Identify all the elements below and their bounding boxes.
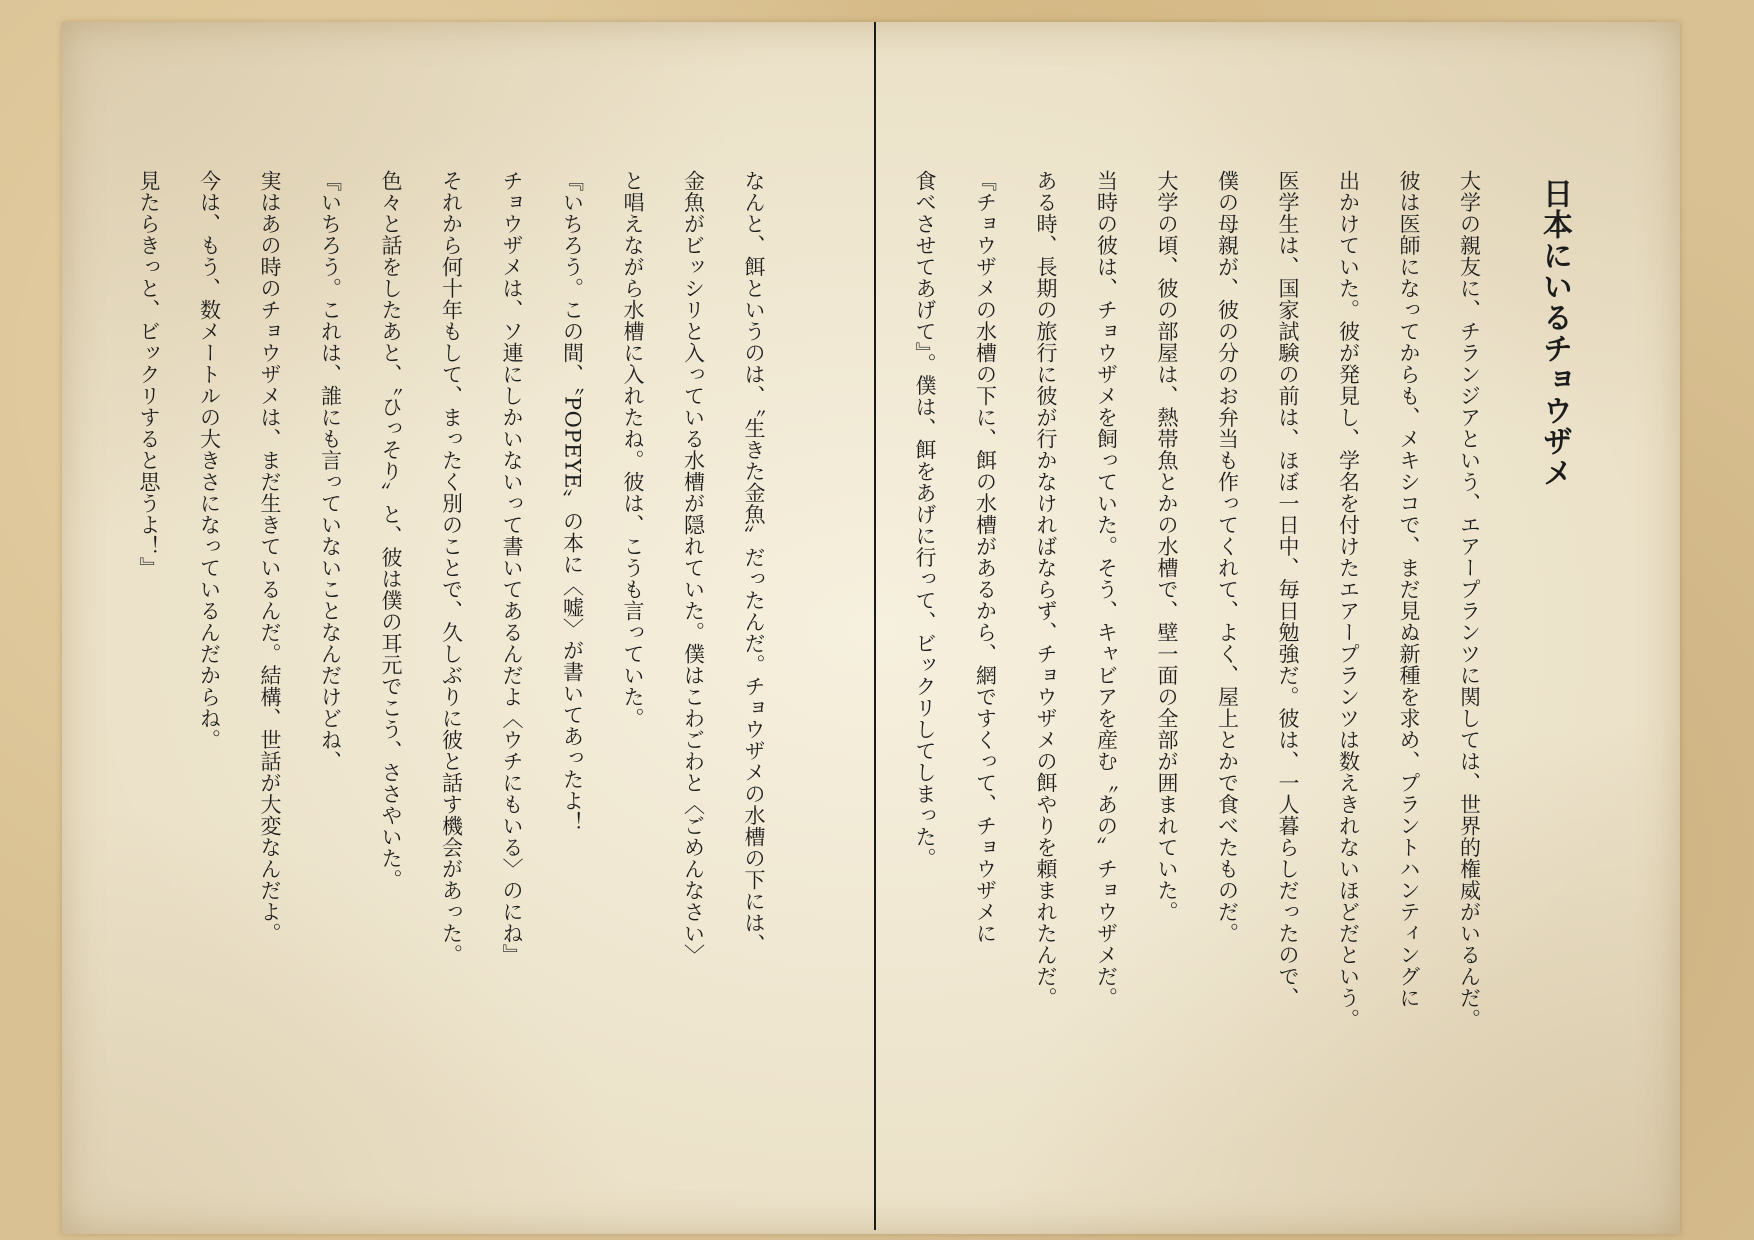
text-line: 当時の彼は、チョウザメを飼っていた。そう、キャビアを産む〝あの〟チョウザメだ。 xyxy=(1094,170,1119,1009)
text-line: なんと、餌というのは、〝生きた金魚〟だったんだ。チョウザメの水槽の下には、 xyxy=(742,170,766,955)
text-line: 出かけていた。彼が発見し、学名を付けたエアープランツは数えきれないほどだという。 xyxy=(1336,170,1361,1030)
text-line: 『チョウザメの水槽の下に、餌の水槽があるから、網ですくって、チョウザメに xyxy=(973,170,998,944)
page-divider xyxy=(874,22,876,1230)
text-line: それから何十年もして、まったく別のことで、久しぶりに彼と話す機会があった。 xyxy=(439,170,464,966)
text-line: 金魚がビッシリと入っている水槽が隠れていた。僕はこわごわと〈ごめんなさい〉 xyxy=(681,170,706,966)
text-line: 食べさせてあげて』。僕は、餌をあげに行って、ビックリしてしまった。 xyxy=(913,170,937,869)
text-line: チョウザメは、ソ連にしかいないって書いてあるんだよ〈ウチにもいる〉のにね』 xyxy=(500,170,524,966)
page-title: 日本にいるチョウザメ xyxy=(1537,178,1572,488)
left-page-text xyxy=(137,170,784,1170)
text-line: 彼は医師になってからも、メキシコで、まだ見ぬ新種を求め、プラントハンティングに xyxy=(1397,170,1421,1009)
text-line: 見たらきっと、ビックリすると思うよ！』 xyxy=(137,170,161,579)
text-line: ある時、長期の旅行に彼が行かなければならず、チョウザメの餌やりを頼まれたんだ。 xyxy=(1034,170,1058,1009)
right-page-text xyxy=(913,170,1584,1170)
text-line: 実はあの時のチョウザメは、まだ生きているんだ。結構、世話が大変なんだよ。 xyxy=(258,170,282,944)
text-line: 『いちろう。この間、〝POPEYE〟の本に〈嘘〉が書いてあったよ！ xyxy=(560,170,585,833)
text-line: 今は、もう、数メートルの大きさになっているんだからね。 xyxy=(197,170,222,751)
text-line: 医学生は、国家試験の前は、ほぼ一日中、毎日勉強だ。彼は、一人暮らしだったので、 xyxy=(1276,170,1300,1009)
text-line: 色々と話をしたあと、〝ひっそり〟と、彼は僕の耳元でこう、ささやいた。 xyxy=(379,170,403,891)
text-line: 大学の頃、彼の部屋は、熱帯魚とかの水槽で、壁一面の全部が囲まれていた。 xyxy=(1155,170,1179,923)
text-line: 僕の母親が、彼の分のお弁当も作ってくれて、よく、屋上とかで食べたものだ。 xyxy=(1215,170,1240,944)
text-line: 大学の親友に、チランジアという、エアープランツに関しては、世界的権威がいるんだ。 xyxy=(1457,170,1482,1030)
text-line: と唱えながら水槽に入れたね。彼は、こうも言っていた。 xyxy=(621,170,645,729)
text-line: 『いちろう。これは、誰にも言っていないことなんだけどね、 xyxy=(318,170,343,772)
